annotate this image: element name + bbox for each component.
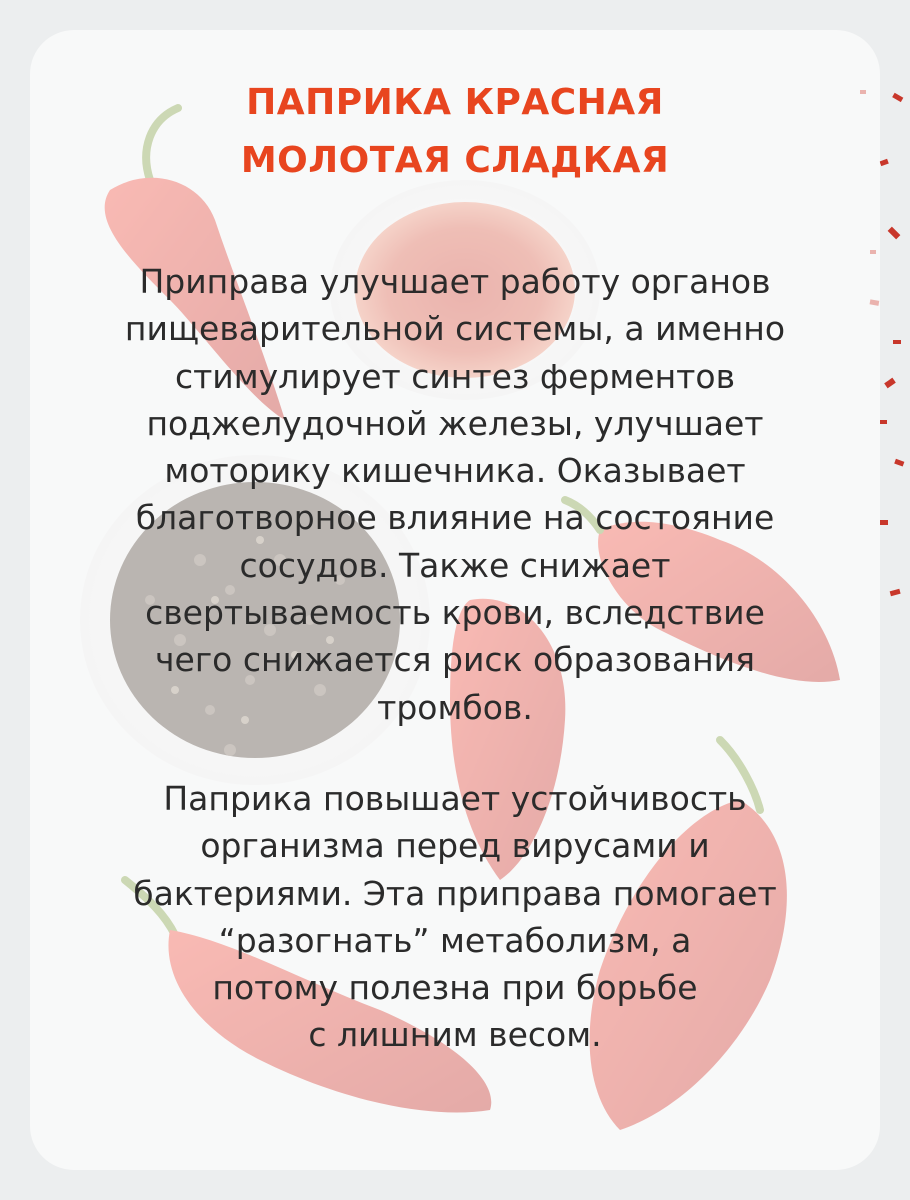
benefits-paragraph-2 (50, 775, 860, 1059)
paragraph-line: моторику кишечника. Оказывает (164, 451, 746, 491)
paragraph-line: тромбов. (377, 687, 533, 727)
paragraph-line: свертываемость крови, вследствие (145, 593, 765, 633)
paragraph-line: пищеварительной системы, а именно (124, 309, 786, 349)
paragraph-line: чего снижается риск образования (155, 640, 755, 680)
product-title (30, 74, 880, 190)
paragraph-line: Приправа улучшает работу органов (139, 262, 771, 301)
paragraph-line: организма перед вирусами и (200, 826, 710, 866)
paragraph-line: с лишним весом. (308, 1015, 602, 1055)
title-line-1: ПАПРИКА КРАСНАЯ (246, 82, 664, 123)
paragraph-line: Паприка повышает устойчивость (163, 779, 747, 818)
paragraph-line: потому полезна при борьбе (212, 968, 698, 1008)
benefits-paragraph-1 (50, 258, 860, 731)
paragraph-line: бактериями. Эта приправа помогает (133, 873, 777, 913)
paragraph-line: сосудов. Также снижает (239, 545, 671, 585)
paragraph-line: “разогнать” метаболизм, а (218, 920, 692, 960)
paragraph-line: поджелудочной железы, улучшает (146, 403, 764, 443)
title-line-2: МОЛОТАЯ СЛАДКАЯ (240, 140, 670, 181)
paragraph-line: благотворное влияние на состояние (135, 498, 775, 538)
paragraph-line: стимулирует синтез ферментов (174, 356, 736, 396)
content (30, 30, 880, 1170)
